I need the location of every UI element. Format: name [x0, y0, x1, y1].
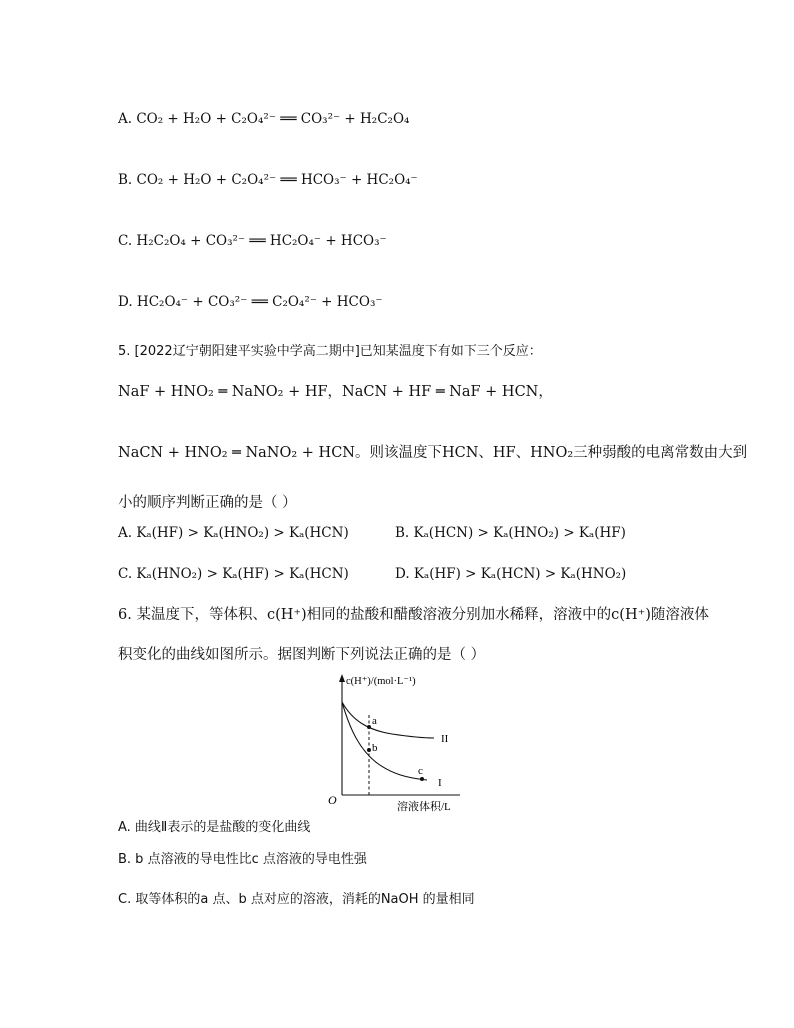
curve-i [342, 702, 427, 780]
q5-reaction-line-3: 小的顺序判断正确的是（ ） [118, 495, 297, 511]
point-b-label: b [372, 742, 378, 754]
q6-option-c: C. 取等体积的a 点、b 点对应的溶液，消耗的NaOH 的量相同 [118, 892, 475, 907]
q5-option-a: A. Kₐ(HF) > Kₐ(HNO₂) > Kₐ(HCN) [118, 525, 349, 541]
y-axis-arrow [339, 674, 345, 682]
q4-option-b: B. CO₂ + H₂O + C₂O₄²⁻ ══ HCO₃⁻ + HC₂O₄⁻ [118, 172, 418, 188]
point-a-marker [367, 725, 371, 729]
point-c-marker [420, 777, 424, 781]
q6-stem-line-2: 积变化的曲线如图所示。据图判断下列说法正确的是（ ） [118, 647, 486, 663]
q5-option-c: C. Kₐ(HNO₂) > Kₐ(HF) > Kₐ(HCN) [118, 566, 349, 582]
q5-reaction-line-2: NaCN + HNO₂ ═ NaNO₂ + HCN。则该温度下HCN、HF、HNO₂三种弱酸的电离常数由大到 [118, 445, 748, 461]
q6-stem-line-1: 6. 某温度下，等体积、c(H⁺)相同的盐酸和醋酸溶液分别加水稀释，溶液中的c(H⁺)随溶液体 [118, 607, 709, 623]
y-axis-label: c(H⁺)/(mol·L⁻¹) [346, 676, 416, 687]
curve-i-label: I [438, 777, 442, 789]
origin-label: O [328, 793, 337, 807]
q5-option-d: D. Kₐ(HF) > Kₐ(HCN) > Kₐ(HNO₂) [395, 566, 627, 582]
x-axis-label: 溶液体积/L [397, 801, 451, 813]
q4-option-c: C. H₂C₂O₄ + CO₃²⁻ ══ HC₂O₄⁻ + HCO₃⁻ [118, 233, 387, 249]
q4-option-d: D. HC₂O₄⁻ + CO₃²⁻ ══ C₂O₄²⁻ + HCO₃⁻ [118, 294, 383, 310]
curve-ii-label: II [441, 733, 449, 745]
q4-option-a: A. CO₂ + H₂O + C₂O₄²⁻ ══ CO₃²⁻ + H₂C₂O₄ [118, 111, 410, 127]
dilution-graph [322, 670, 462, 815]
point-b-marker [367, 748, 371, 752]
q6-option-b: B. b 点溶液的导电性比c 点溶液的导电性强 [118, 852, 367, 867]
q5-option-b: B. Kₐ(HCN) > Kₐ(HNO₂) > Kₐ(HF) [395, 525, 626, 541]
dilution-graph-svg [322, 670, 462, 815]
curve-ii [342, 702, 434, 738]
point-c-label: c [418, 765, 423, 777]
point-a-label: a [372, 715, 377, 727]
q5-reaction-line-1: NaF + HNO₂ ═ NaNO₂ + HF，NaCN + HF ═ NaF + HCN， [118, 384, 553, 400]
q6-option-a: A. 曲线Ⅱ表示的是盐酸的变化曲线 [118, 820, 311, 835]
q5-stem: 5. [2022辽宁朝阳建平实验中学高二期中]已知某温度下有如下三个反应： [118, 344, 542, 359]
